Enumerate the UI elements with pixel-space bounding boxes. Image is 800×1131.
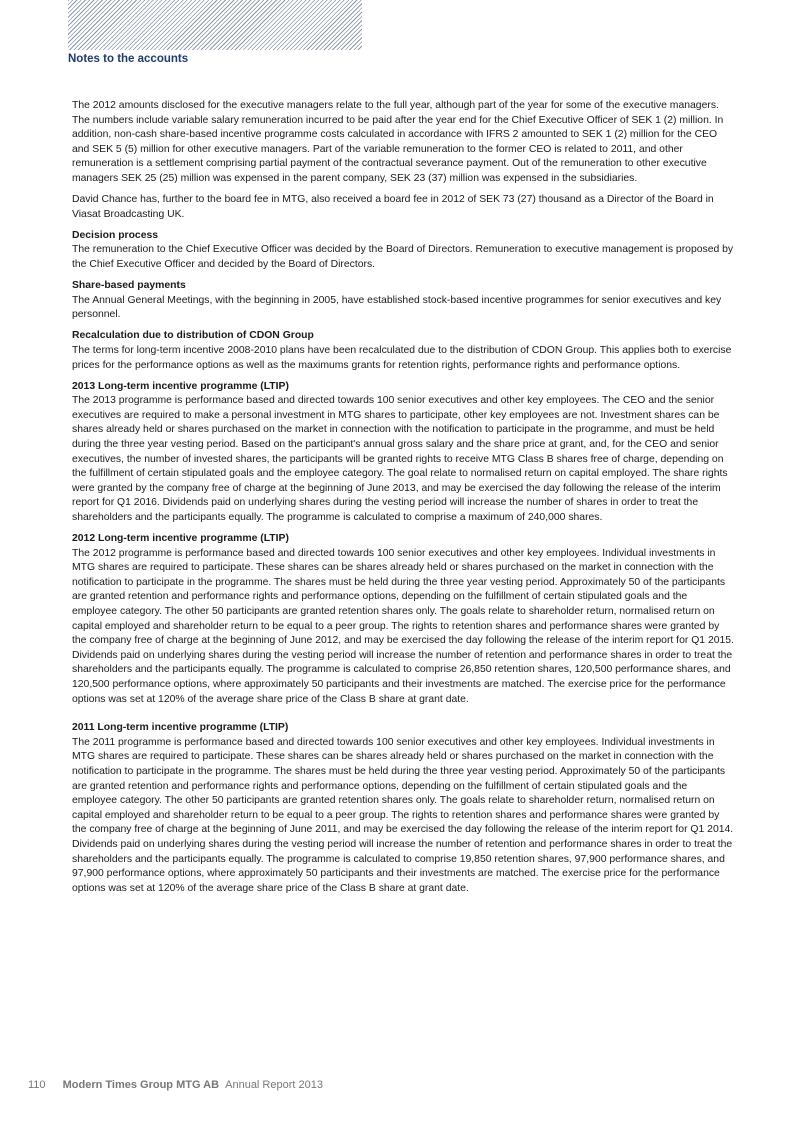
paragraph-remuneration-2012: The 2012 amounts disclosed for the executive managers relate to the full year, although part of the year for some of the executive managers. The numbers include variable salary remuneration incurred to be paid after the year end for the Chief Executive Officer of SEK 1 (2) million. In addition, non-cash share-based incentive programme costs calculated in accordance with IFRS 2 amounted to SEK 1 (2) million for the CEO and SEK 5 (5) million for other executive managers. Part of the variable remuneration to the former CEO is related to 2011, and other remuneration is a settlement comprising partial payment of the contractual severance payment. Out of the remuneration to other executive managers SEK 25 (25) million was expensed in the parent company, SEK 23 (37) million was expensed in the subsidiaries. — [72, 100, 724, 184]
section-heading: Recalculation due to distribution of CDON Group — [72, 330, 314, 342]
paragraph-david-chance: David Chance has, further to the board fee in MTG, also received a board fee in 2012 of SEK 73 (27) thousand as a Director of the Board in Viasat Broadcasting UK. — [72, 194, 714, 220]
section-body: The terms for long-term incentive 2008-2010 plans have been recalculated due to the distribution of CDON Group. This applies both to exercise prices for the performance options as well as the maximums grants for retention rights, performance rights and performance options. — [72, 344, 732, 371]
section-heading: 2012 Long-term incentive programme (LTIP) — [72, 533, 289, 545]
section-heading: 2011 Long-term incentive programme (LTIP) — [72, 722, 289, 734]
section-decision-process — [72, 229, 734, 273]
section-body: The 2012 programme is performance based and directed towards 100 senior executives and other key employees. Individual investments in MTG shares are required to participate. These shares can be shares already held or shares purchased on the market in connection with the notification to participate in the programme. The shares must be held during the three year vesting period. Approximately 50 of the participants are granted retention and performance rights and performance options, depending on the fulfillment of certain stipulated goals and the employee category. The other 50 participants are granted retention shares only. The goals relate to shareholder return, normalised return on capital employed and shareholder return to be equal to a peer group. The rights to retention shares and performance shares were granted by the company free of charge at the beginning of June 2012, and may be exercised the day following the release of the interim report for Q1 2015. Dividends paid on underlying shares during the vesting period will increase the number of retention and performance shares in order to treat the shareholders and the participants equally. The programme is calculated to comprise 26,850 retention shares, 120,500 performance shares, and 120,500 performance options, where approximately 50 participants and their investments are matched. The exercise price for the performance options was set at 120% of the average share price of the Class B share at grant date. — [72, 547, 734, 705]
section-body: The Annual General Meetings, with the beginning in 2005, have established stock-based incentive programmes for senior executives and key personnel. — [72, 294, 722, 321]
section-recalculation-cdon — [72, 329, 734, 373]
section-heading: Share-based payments — [72, 280, 186, 292]
section-heading: 2013 Long-term incentive programme (LTIP) — [72, 380, 289, 392]
section-title: Notes to the accounts — [68, 53, 189, 65]
footer-company: Modern Times Group MTG AB — [62, 1079, 220, 1091]
header-hatch-pattern — [68, 0, 362, 50]
section-ltip-2013 — [72, 380, 734, 526]
page-footer — [28, 1079, 323, 1091]
section-body: The 2013 programme is performance based and directed towards 100 senior executives and other key employees. The CEO and the senior executives are required to make a personal investment in MTG shares to participate, other key employees are not. Investment shares can be shares already held or shares purchased on the market in connection with the notification to participate in the programme, and must be held during the three year vesting period. Based on the participant's annual gross salary and the share price at grant, and, for the CEO and senior executives, the number of invested shares, the participants will be granted rights to receive MTG Class B shares free of charge, depending on the fulfillment of certain stipulated goals and the employee category. The goal relate to normalised return on capital employed. The share rights were granted by the company free of charge at the beginning of June 2013, and may be exercised the day following the release of the interim report for Q1 2016. Dividends paid on underlying shares during the vesting period will increase the number of shares in order to treat the shareholders and the participants equally. The programme is calculated to comprise a maximum of 240,000 shares. — [72, 395, 728, 523]
section-heading: Decision process — [72, 229, 159, 241]
page-number: 110 — [28, 1079, 46, 1091]
footer-report: Annual Report 2013 — [225, 1079, 323, 1091]
section-ltip-2012 — [72, 532, 734, 707]
document-body — [72, 99, 734, 903]
section-body: The 2011 programme is performance based and directed towards 100 senior executives and other key employees. Individual investments in MTG shares are required to participate. These shares can be shares already held or shares purchased on the market in connection with the notification to participate in the programme. The shares must be held during the three year vesting period. Approximately 50 of the participants are granted retention and performance rights and performance options, depending on the fulfillment of certain stipulated goals and the employee category. The other 50 participants are granted retention shares only. The goals relate to shareholder return, normalised return on capital employed and shareholder return to be equal to a peer group. The rights to retention shares and performance shares were granted by the company free of charge at the beginning of June 2011, and may be exercised the day following the release of the interim report for Q1 2014. Dividends paid on underlying shares during the vesting period will increase the number of retention and performance shares in order to treat the shareholders and the participants equally. The programme is calculated to comprise 19,850 retention shares, 97,900 performance shares, and 97,900 performance options, where approximately 50 participants and their investments are matched. The exercise price for the performance options was set at 120% of the average share price of the Class B share at grant date. — [72, 736, 734, 894]
section-body: The remuneration to the Chief Executive Officer was decided by the Board of Directors. Remuneration to executive management is proposed by the Chief Executive Officer and decided by the Board of Directors. — [72, 244, 734, 270]
section-share-based-payments — [72, 279, 734, 323]
section-ltip-2011 — [72, 721, 734, 896]
